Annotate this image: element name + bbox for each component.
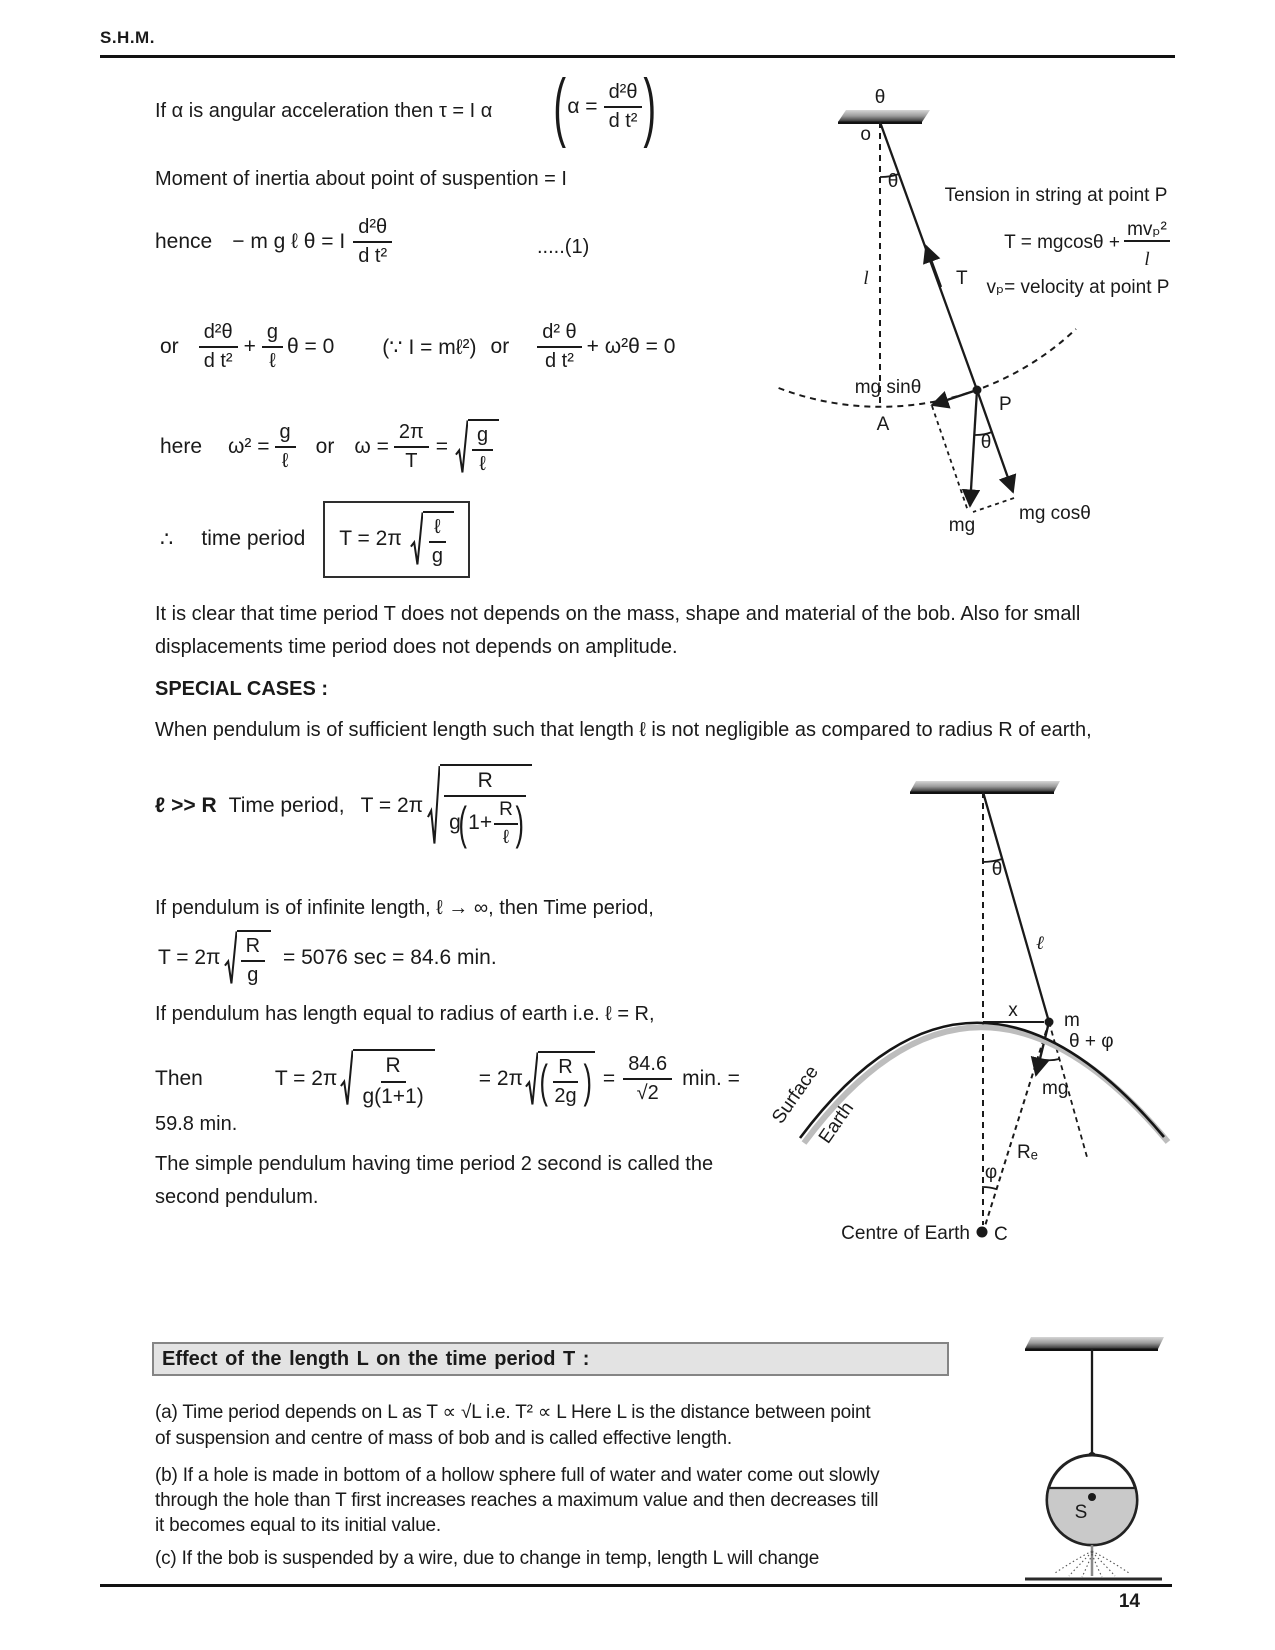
frac-den: √2 (636, 1082, 659, 1104)
result-598: 59.8 min. (155, 1113, 238, 1135)
radical-icon (340, 1049, 353, 1108)
boxed-equation (323, 501, 470, 578)
swing-arc (779, 329, 1076, 407)
sqrt-R-over-g (224, 930, 271, 987)
paragraph-line: It is clear that time period T does not depends on the mass, shape and material of the bob. Also for small (155, 603, 1081, 625)
paragraph-line: If pendulum is of infinite length, ℓ → ∞, then Time period, (155, 897, 654, 919)
tension-T-label: T (956, 268, 968, 289)
therefore-sign: ∴ (160, 527, 174, 551)
then-word: Then (155, 1067, 203, 1090)
frac-num: ℓ (429, 516, 445, 543)
frac-num: g (262, 321, 283, 348)
section-header-box (152, 1342, 949, 1376)
ceiling-slab (910, 781, 1060, 792)
surface-label: Surface (768, 1062, 823, 1128)
mid-lparen: ( (539, 1054, 548, 1107)
frac-den: T (405, 450, 418, 472)
frac-num: R (381, 1054, 406, 1082)
min-equals: min. = (682, 1067, 740, 1090)
or2-rest: + ω²θ = 0 (586, 335, 676, 358)
mg-arrow (1036, 1022, 1049, 1075)
equation-time-period (160, 503, 470, 575)
fraction-R-2g (549, 1056, 581, 1108)
hence-lhs: − m g ℓ θ = I (232, 230, 346, 253)
mass-label: m (1064, 1010, 1080, 1031)
x-label: x (1008, 1000, 1018, 1021)
fraction-g-ell (472, 424, 493, 476)
fraction-846-sqrt2 (623, 1053, 672, 1105)
mid-rparen: ) (583, 1054, 592, 1107)
length-l-label: l (863, 268, 869, 289)
item-c-line: (c) If the bob is suspended by a wire, due to change in temp, length L will change (155, 1548, 820, 1569)
mg-arrow (970, 390, 977, 506)
frac-den: g (247, 963, 259, 986)
or-word: or (160, 335, 179, 358)
fraction-R-over-den (444, 769, 526, 849)
fraction-R-ell (494, 799, 518, 849)
sqrt-ell-over-g (410, 511, 454, 568)
sqrt-R-over-2g (525, 1051, 595, 1108)
inf-result: = 5076 sec = 84.6 min. (283, 946, 497, 969)
sqrt-g-over-ell (455, 419, 499, 476)
frac-den: g(1+1) (362, 1084, 424, 1108)
ceiling-slab (838, 110, 930, 122)
fraction-d2theta-dt2 (199, 321, 238, 373)
frac-den (444, 797, 526, 849)
frac-den: d t² (203, 350, 233, 372)
frac-den: g (431, 544, 443, 567)
parallelogram-dashed (973, 498, 1014, 512)
equation-then (155, 1038, 740, 1120)
fraction-R-g (241, 935, 265, 987)
equation-hence (155, 208, 392, 276)
centre-of-earth-label: Centre of Earth (841, 1223, 970, 1244)
fraction-g-ell (275, 421, 296, 473)
frac-num: d²θ (353, 216, 392, 243)
fraction-d2theta-dt2 (353, 216, 392, 268)
item-b-line: it becomes equal to its initial value. (155, 1515, 442, 1536)
radical-icon (224, 930, 237, 987)
equals-sign: = (435, 435, 449, 458)
phi-arc (982, 1187, 996, 1189)
centre-dot (977, 1227, 988, 1238)
centre-of-mass-dot (1088, 1493, 1096, 1501)
line-moment-of-inertia: Moment of inertia about point of suspention = I (155, 168, 567, 190)
vp-definition: vₚ= velocity at point P (986, 277, 1170, 298)
or-word: or (315, 435, 335, 458)
item-b-line: (b) If a hole is made in bottom of a hollow sphere full of water and water come out slowly (155, 1465, 880, 1486)
phi-label: φ (984, 1162, 998, 1183)
pendulum-earth-figure (700, 720, 1200, 1250)
pivot-o-label: o (860, 124, 871, 145)
parallelogram-dashed (932, 406, 968, 511)
tension-frac-den: l (1144, 249, 1150, 270)
big-lparen: ( (553, 63, 566, 149)
radical-icon (410, 511, 423, 568)
item-a-line: of suspension and centre of mass of bob and is called effective length. (155, 1428, 732, 1449)
theta-P-label: θ (980, 432, 992, 453)
footer-rule (100, 1584, 1172, 1587)
frac-den: ℓ (502, 826, 510, 848)
radical-icon (455, 419, 468, 476)
equation-here-line (160, 414, 499, 480)
frac-num: R (444, 769, 526, 797)
tension-title: Tension in string at point P (944, 185, 1168, 206)
frac-den: ℓ (269, 350, 276, 372)
header-rule (100, 55, 1175, 58)
paragraph-line: If pendulum has length equal to radius of earth i.e. ℓ = R, (155, 1003, 655, 1025)
Re-label: Rₑ (1017, 1142, 1038, 1163)
frac-den: 2g (554, 1084, 577, 1107)
fraction-g-ell (262, 321, 283, 373)
frac-num: R (553, 1056, 577, 1083)
frac-den: d t² (544, 350, 574, 372)
radical-icon (525, 1051, 538, 1108)
theta-angle-label: θ (887, 171, 899, 192)
here-word: here (160, 435, 203, 458)
equation-l-much-greater-R (155, 750, 532, 862)
big-rparen: ) (643, 63, 657, 149)
ell-label: ℓ (1036, 933, 1044, 954)
mg-cos-label: mg cosθ (1019, 503, 1091, 524)
fraction-d2theta-dt2 (604, 81, 643, 133)
lgg-prefix: ℓ >> R (155, 794, 217, 817)
alpha-lhs: α = (567, 95, 598, 118)
mg-label: mg (948, 515, 976, 536)
frac-num: d²θ (604, 81, 643, 108)
C-label: C (994, 1224, 1008, 1245)
frac-num: g (275, 421, 296, 448)
frac-num: 84.6 (623, 1053, 672, 1080)
tension-frac-num: mvₚ² (1127, 219, 1167, 240)
paragraph-line: The simple pendulum having time period 2 second is called the (155, 1153, 714, 1175)
theta-plus-phi-label: θ + φ (1069, 1031, 1114, 1052)
because-term: (∵ I = mℓ²) (382, 335, 477, 359)
frac-den: d t² (608, 110, 638, 132)
fraction-d2theta-dt2 (537, 321, 581, 373)
frac-num: d²θ (199, 321, 238, 348)
mg-label: mg (1042, 1078, 1069, 1099)
frac-num: d² θ (537, 321, 581, 348)
plus-sign: + (243, 335, 256, 358)
page-number: 14 (1118, 1591, 1140, 1612)
radius-Re-dashed (985, 1022, 1049, 1226)
item-b-line: through the hole than T first increases reaches a maximum value and then decreases till (155, 1490, 879, 1511)
tp-lhs: T = 2π (339, 527, 402, 550)
time-period-label: time period (201, 527, 306, 550)
paragraph-line: When pendulum is of sufficient length such that length ℓ is not negligible as compared to radius R of earth, (155, 719, 1092, 741)
theta-label: θ (991, 859, 1003, 880)
point-P-label: P (999, 394, 1012, 415)
section-header-title: Effect of the length L on the time period T : (162, 1347, 590, 1370)
equation-or-line (160, 312, 675, 382)
equation-tag-1: .....(1) (537, 236, 590, 258)
special-cases-heading: SPECIAL CASES : (155, 678, 328, 700)
mg-sin-label: mg sinθ (854, 377, 922, 398)
sqrt-R-over-g11 (340, 1049, 434, 1108)
equals-sign: = (602, 1067, 616, 1090)
paragraph-line: second pendulum. (155, 1186, 319, 1208)
theta-plus-phi-arc (1040, 1059, 1059, 1060)
fraction-2pi-T (394, 421, 429, 473)
point-A-label: A (876, 414, 890, 435)
radical-icon (427, 764, 440, 849)
equation-infinite-length (158, 925, 497, 991)
tension-arrow (926, 246, 941, 287)
frac-den: ℓ (281, 450, 289, 472)
fraction-ell-g (427, 516, 448, 568)
sqrt-big (427, 764, 532, 849)
paragraph-line: displacements time period does not depends on amplitude. (155, 636, 678, 658)
t2pi: T = 2π (274, 1067, 338, 1090)
sphere-S-label: S (1074, 1502, 1088, 1523)
equation-alpha (553, 63, 657, 150)
or-rest: θ = 0 (286, 335, 335, 358)
frac-num: g (472, 424, 493, 451)
tension-formula-lhs: T = mgcosθ + (1004, 232, 1120, 253)
line-angular-acceleration: If α is angular acceleration then τ = I α (155, 100, 493, 122)
one-plus: 1+ (468, 811, 493, 835)
mid-rparen: ) (515, 796, 524, 849)
hence-word: hence (155, 230, 213, 253)
frac-den: ℓ (479, 452, 486, 475)
g-token: g (449, 811, 461, 835)
page-header: S.H.M. (100, 28, 155, 47)
fraction-R-g11 (357, 1054, 428, 1108)
frac-num: R (241, 935, 265, 962)
mg-sin-arrow (932, 390, 977, 405)
omega-squared: ω² = (228, 435, 270, 458)
frac-den: d t² (358, 245, 388, 267)
t2pi: T = 2π (360, 794, 424, 817)
pendulum-forces-figure (720, 60, 1200, 540)
time-period-label: Time period, (228, 794, 345, 817)
or-word: or (490, 335, 510, 358)
mid-lparen: ( (458, 796, 467, 849)
string-line (983, 792, 1049, 1022)
theta-top-label: θ (874, 87, 886, 108)
ceiling-slab (1025, 1337, 1164, 1349)
mid-2pi: = 2π (478, 1067, 524, 1090)
frac-num: R (494, 799, 518, 825)
frac-num: 2π (394, 421, 429, 448)
omega-eq: ω = (354, 435, 389, 458)
t2pi: T = 2π (158, 946, 221, 969)
earth-label: Earth (814, 1098, 859, 1148)
item-a-line: (a) Time period depends on L as T ∝ √L i.e. T² ∝ L Here L is the distance between point (155, 1402, 871, 1423)
hollow-sphere-figure (970, 1270, 1200, 1600)
